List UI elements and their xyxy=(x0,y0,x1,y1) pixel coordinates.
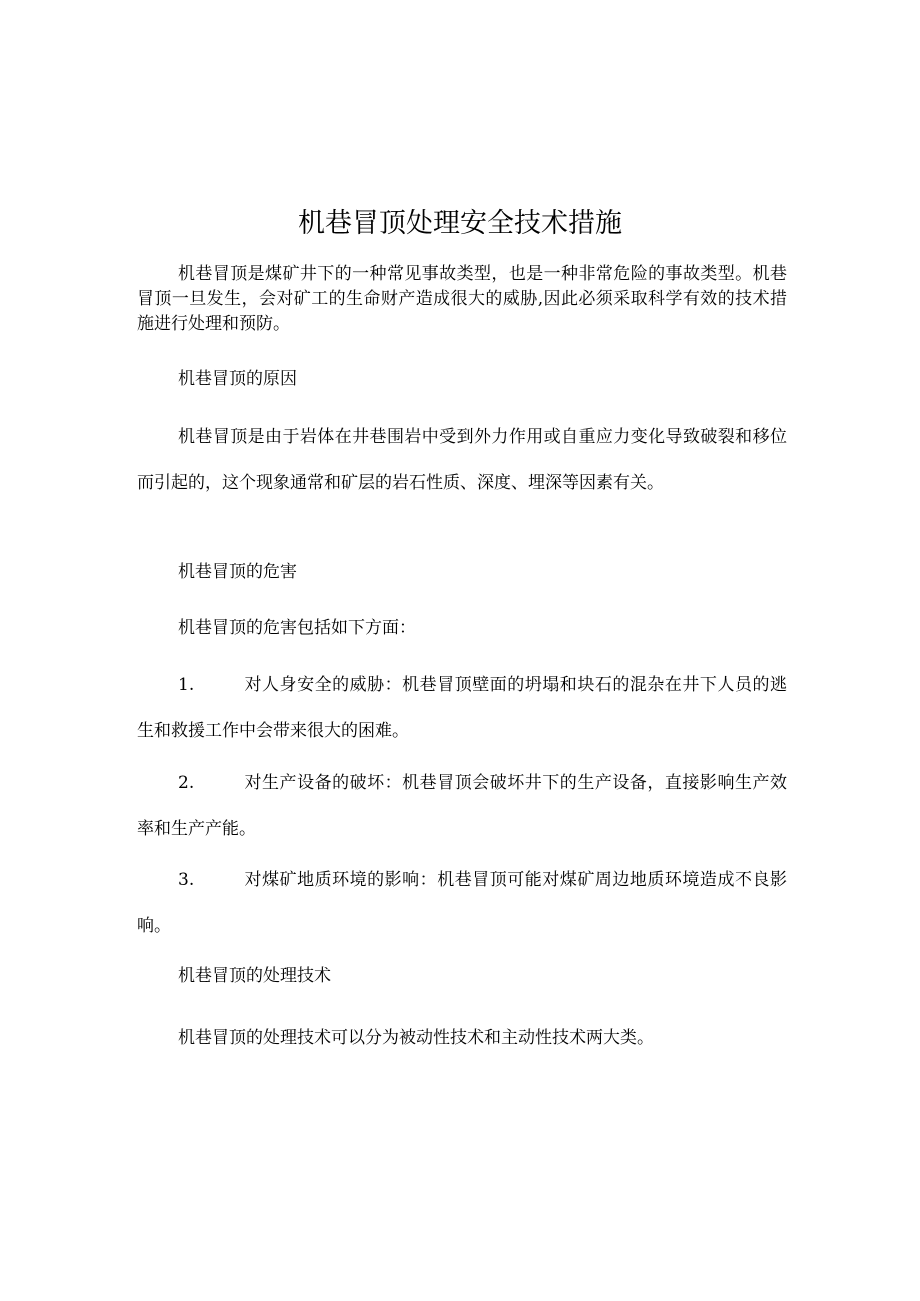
hazard-list-item-1 xyxy=(137,662,787,754)
hazard-list-item-3 xyxy=(137,857,787,949)
hazards-intro-paragraph: 机巷冒顶的危害包括如下方面： xyxy=(178,618,416,638)
causes-paragraph: 机巷冒顶是由于岩体在井巷围岩中受到外力作用或自重应力变化导致破裂和移位而引起的，这个现象通常和矿层的岩石性质、深度、埋深等因素有关。 xyxy=(137,427,787,493)
list-number: 1. xyxy=(178,675,195,695)
section-heading-hazards: 机巷冒顶的危害 xyxy=(178,562,297,582)
list-number: 3. xyxy=(178,870,195,890)
section-heading-causes: 机巷冒顶的原因 xyxy=(178,369,297,389)
document-title: 机巷冒顶处理安全技术措施 xyxy=(298,208,622,239)
hazard-list-item-2 xyxy=(137,760,787,852)
intro-paragraph: 机巷冒顶是煤矿井下的一种常见事故类型，也是一种非常危险的事故类型。机巷冒顶一旦发生，会对矿工的生命财产造成很大的威胁,因此必须采取科学有效的技术措施进行处理和预防。 xyxy=(137,264,787,334)
treatment-paragraph: 机巷冒顶的处理技术可以分为被动性技术和主动性技术两大类。 xyxy=(178,1028,654,1048)
list-item-text: 对煤矿地质环境的影响：机巷冒顶可能对煤矿周边地质环境造成不良影响。 xyxy=(137,870,787,936)
list-number: 2. xyxy=(178,773,195,793)
list-item-text: 对生产设备的破坏：机巷冒顶会破坏井下的生产设备，直接影响生产效率和生产产能。 xyxy=(137,773,787,839)
section-heading-treatment: 机巷冒顶的处理技术 xyxy=(178,966,331,986)
list-item-text: 对人身安全的威胁：机巷冒顶壁面的坍塌和块石的混杂在井下人员的逃生和救援工作中会带来很大的困难。 xyxy=(137,675,787,741)
